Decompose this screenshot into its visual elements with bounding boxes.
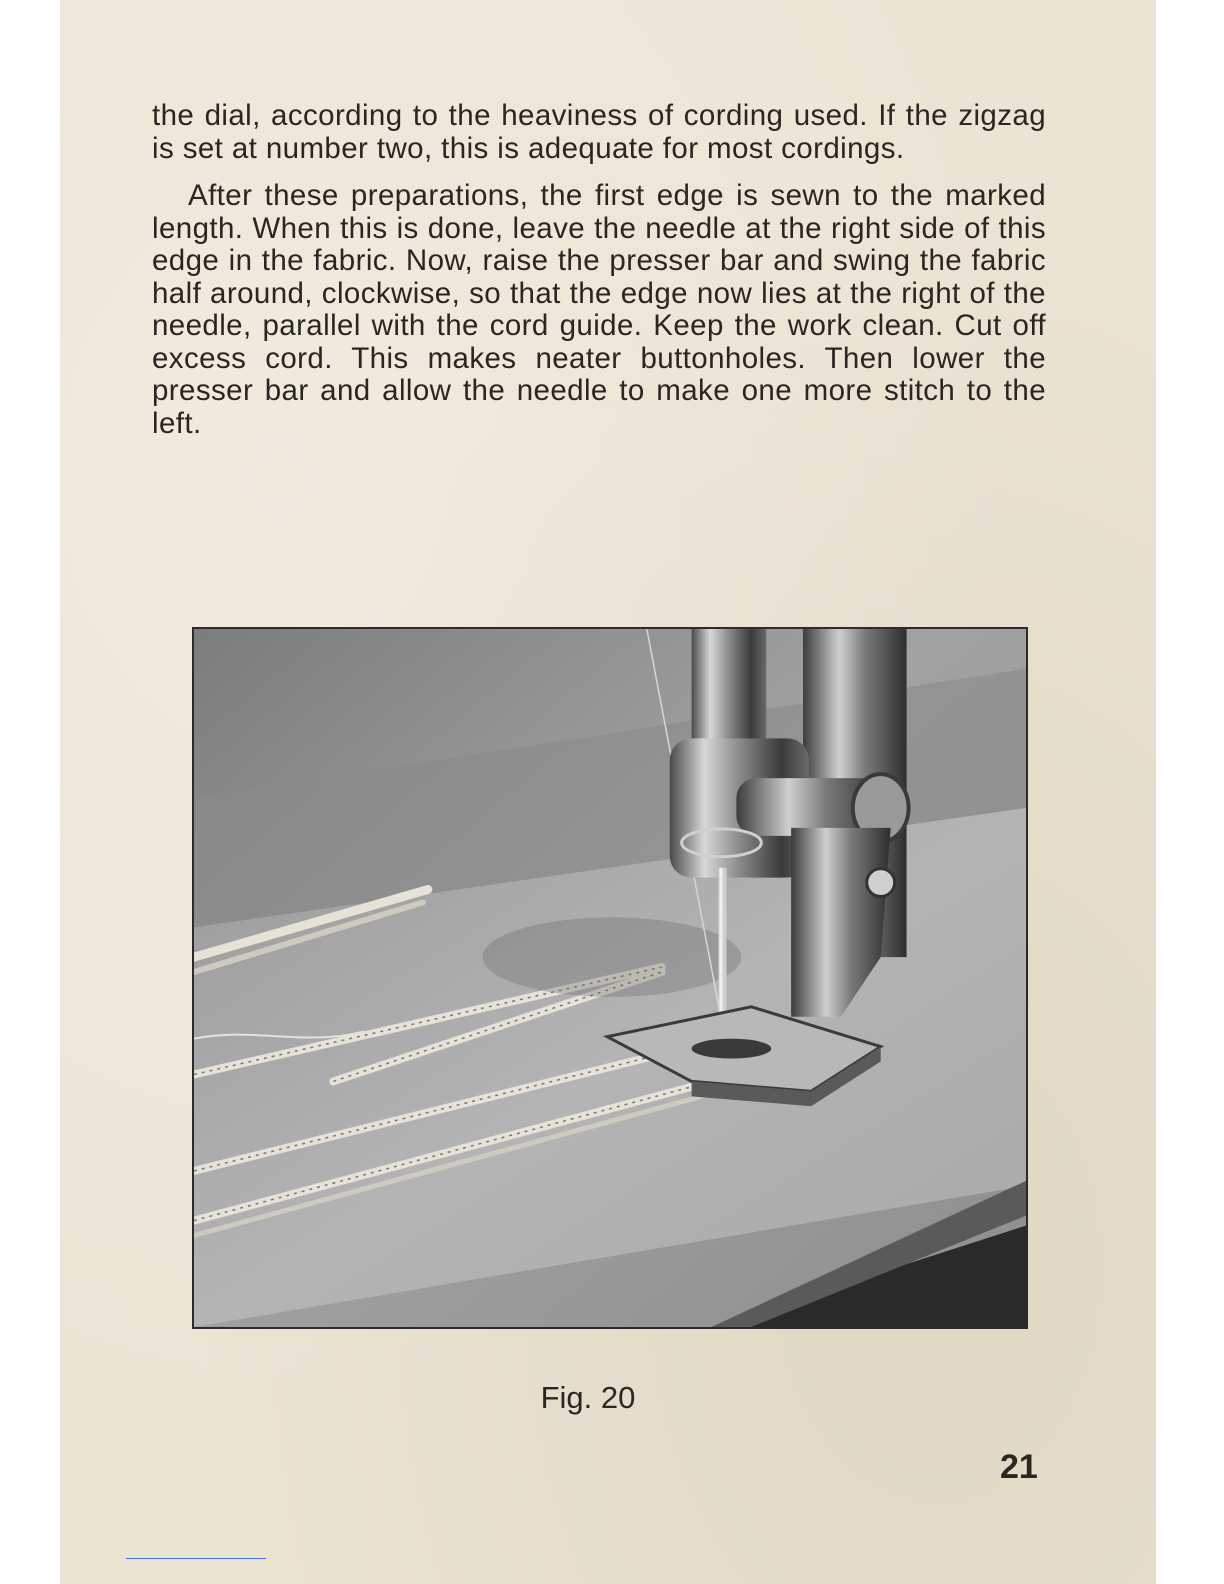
body-text [152,100,1046,440]
footer-link-underline[interactable] [126,1558,266,1559]
sewing-machine-illustration [194,629,1026,1327]
figure-photo-sewing-machine-foot [192,627,1028,1329]
paragraph-2: After these preparations, the first edge is sewn to the marked length. When this is done, leave the needle at the right side of this edge in the fabric. Now, raise the presser bar and swing the fabric half around, clockwise, so that the edge now lies at the right of the needle, parallel with the cord guide. Keep the work clean. Cut off excess cord. This makes neater buttonholes. Then lower the presser bar and allow the needle to make one more stitch to the left. [152,179,1046,440]
figure-caption: Fig. 20 [540,1380,636,1415]
page-number: 21 [1000,1448,1038,1486]
paragraph-1: the dial, according to the heaviness of cording used. If the zigzag is set at number two, this is adequate for most cordings. [152,99,1046,165]
